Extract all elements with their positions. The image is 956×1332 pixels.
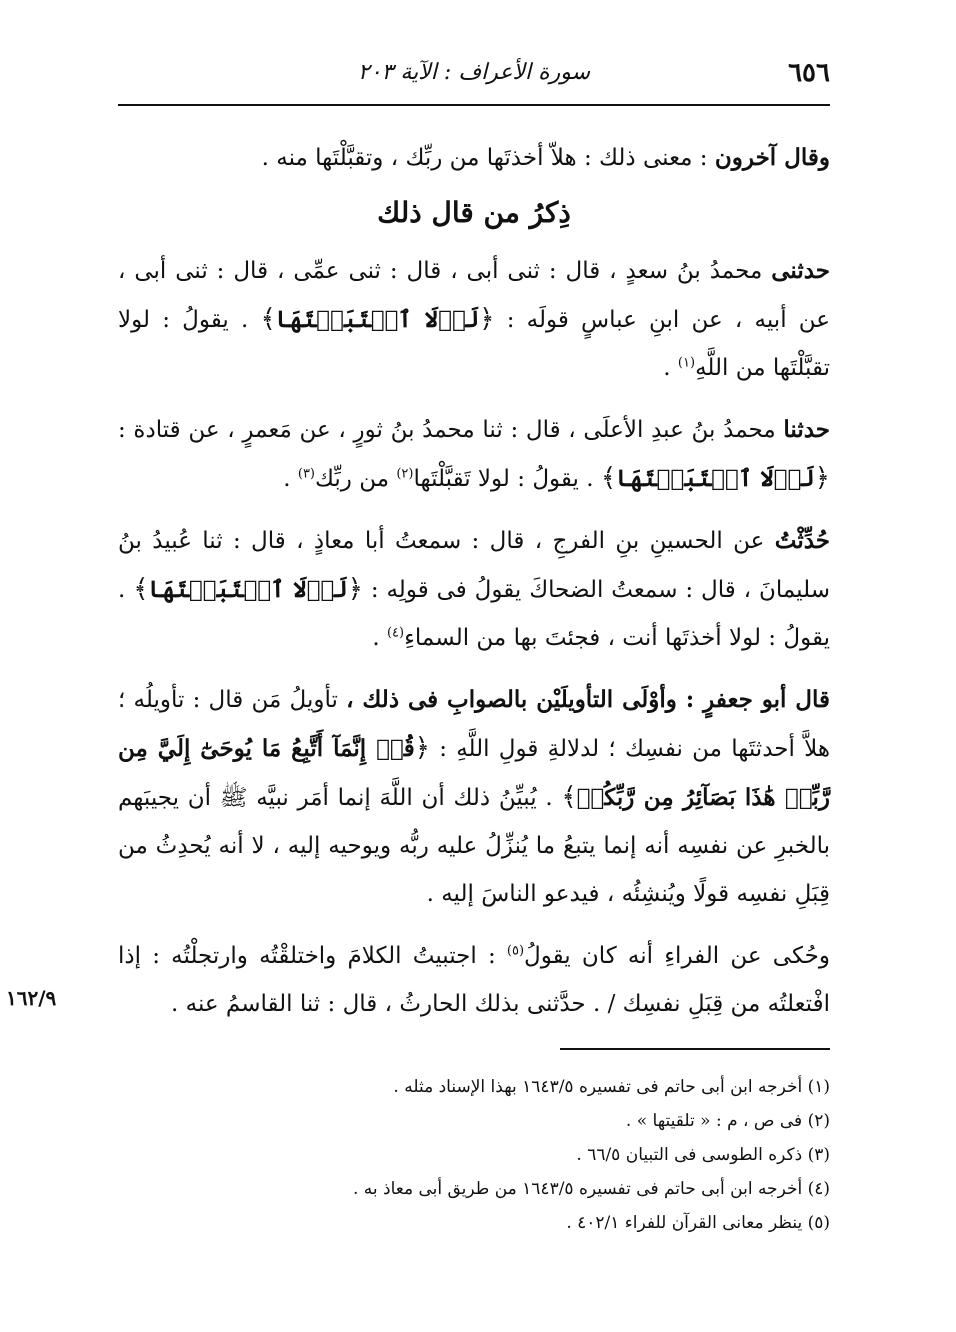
page-number: ٦٥٦ xyxy=(788,58,830,88)
narration-3-end: . xyxy=(372,625,380,651)
footnotes-area xyxy=(118,0,830,1332)
footnote-4: (٤) أخرجه ابن أبى حاتم فى تفسيره ١٦٤٣/٥ من طريق أبى معاذ به . xyxy=(352,1179,830,1199)
narration-2-text-3: من ربِّك xyxy=(315,466,390,492)
narration-1-text-2: . يقولُ : لولا تقبَّلْتَها من اللَّهِ xyxy=(118,307,830,381)
footnote-marker-4[interactable]: (٤) xyxy=(386,625,405,641)
farra-quote-text: وحُكى عن الفراءِ أنه كان يقولُ xyxy=(524,943,830,969)
quran-bracket-open: ﴿ xyxy=(414,733,430,763)
quran-quote-3: لَوۡلَا ٱجۡتَبَيۡتَهَا xyxy=(148,576,348,603)
running-title: سورة الأعراف : الآية ٢٠٣ xyxy=(357,60,591,85)
intro-lead: وقال آخرون xyxy=(714,144,830,171)
footnote-marker-2[interactable]: (٢) xyxy=(396,466,414,482)
quran-bracket-open: ﴿ xyxy=(479,304,495,334)
marginal-reference: ١٦٢/٩ xyxy=(6,986,57,1010)
narration-1-lead: حدثنى xyxy=(771,257,831,284)
footnote-divider xyxy=(560,1048,830,1050)
narration-3-lead: حُدِّثْتُ xyxy=(774,527,831,554)
footnote-5: (٥) ينظر معانى القرآن للفراء ٤٠٢/١ . xyxy=(566,1213,830,1233)
intro-text: : معنى ذلك : هلاّ أخذتَها من ربِّك ، وتقبَّلْتَها منه . xyxy=(261,145,708,171)
quran-quote-4: قُلۡ إِنَّمَآ أَتَّبِعُ مَا يُوحَىٰٓ إِلَيَّ مِن رَّبِّيۚ هَٰذَا بَصَآئِرُ مِن رَّبِّكُمۡ xyxy=(118,735,830,811)
footnotes-list xyxy=(118,1070,830,1240)
narration-3-text-2: . يقولُ : لولا أخذتَها أنت ، فجئتَ بها من السماءِ xyxy=(118,577,830,651)
quran-quote-1: لَوۡلَا ٱجۡتَبَيۡتَهَا xyxy=(275,306,480,333)
quran-bracket-open: ﴿ xyxy=(347,574,363,604)
narration-1-end: . xyxy=(663,355,671,381)
narration-3-text: عن الحسينِ بنِ الفرجِ ، قال : سمعتُ أبا معاذٍ ، قال : ثنا عُبيدُ بنُ سليمانَ ، قال : سمعتُ الضحاكَ يقولُ فى قولِه : xyxy=(118,528,831,603)
narration-2-lead: حدثنا xyxy=(783,416,831,443)
quran-bracket-close: ﴾ xyxy=(600,463,617,493)
quran-bracket-close: ﴾ xyxy=(133,574,149,604)
author-opinion-text: تأويلُ مَن قال : تأويلُه ؛ هلاَّ أحدثتَها من نفسِك ؛ لدلالةِ قولِ اللَّهِ : xyxy=(118,687,830,762)
quran-bracket-close: ﴾ xyxy=(260,304,276,334)
narration-2-end: . xyxy=(283,466,291,492)
author-opinion-lead: قال أبو جعفرٍ : وأوْلَى التأويلَيْن بالصوابِ فى ذلك ، xyxy=(346,686,831,713)
narration-2-text-2: . يقولُ : لولا تَقبَّلْتَها xyxy=(413,466,594,492)
footnote-marker-3[interactable]: (٣) xyxy=(297,466,315,482)
narration-1-text: محمدُ بنُ سعدٍ ، قال : ثنى أبى ، قال : ثنى عمِّى ، قال : ثنى أبى ، عن أبيه ، عن ابنِ عباسٍ قولَه : xyxy=(118,258,831,333)
footnote-3: (٣) ذكره الطوسى فى التبيان ٦٦/٥ . xyxy=(576,1145,830,1165)
quran-quote-2: لَوۡلَا ٱجۡتَبَيۡتَهَا xyxy=(616,465,815,492)
quran-bracket-close: ﴾ xyxy=(561,782,577,812)
narration-2-text: محمدُ بنُ عبدِ الأعلَى ، قال : ثنا محمدُ بنُ ثورٍ ، عن مَعمرٍ ، عن قتادة : xyxy=(118,417,776,443)
quran-bracket-open: ﴿ xyxy=(814,463,830,493)
footnote-marker-5[interactable]: (٥) xyxy=(506,943,525,959)
footnote-1: (١) أخرجه ابن أبى حاتم فى تفسيره ١٦٤٣/٥ بهذا الإسناد مثله . xyxy=(393,1077,830,1097)
footnote-2: (٢) فى ص ، م : « تلقيتها » . xyxy=(625,1111,830,1131)
section-title: ذِكرُ من قال ذلك xyxy=(377,196,571,229)
farra-quote-text-2: : اجتبيتُ الكلامَ واختلقْتُه وارتجلْتُه : إذا افْتعلتُه من قِبَلِ نفسِك / . حدَّثنى بذلك الحارثُ ، قال : ثنا القاسمُ عنه . xyxy=(118,943,830,1017)
author-opinion-text-2: . يُبيِّنُ ذلك أن اللَّهَ إنما أمَر نبيَّه ﷺ أن يجيبَهم بالخبرِ عن نفسِه أنه إنما يتبعُ ما يُنزِّلُ عليه ربُّه ويوحيه إليه ، لا أنه يُحدِثُ من قِبَلِ نفسِه قولًا ويُنشِئُه ، فيدعو الناسَ إليه . xyxy=(118,785,830,907)
footnote-marker-1[interactable]: (١) xyxy=(677,355,696,371)
